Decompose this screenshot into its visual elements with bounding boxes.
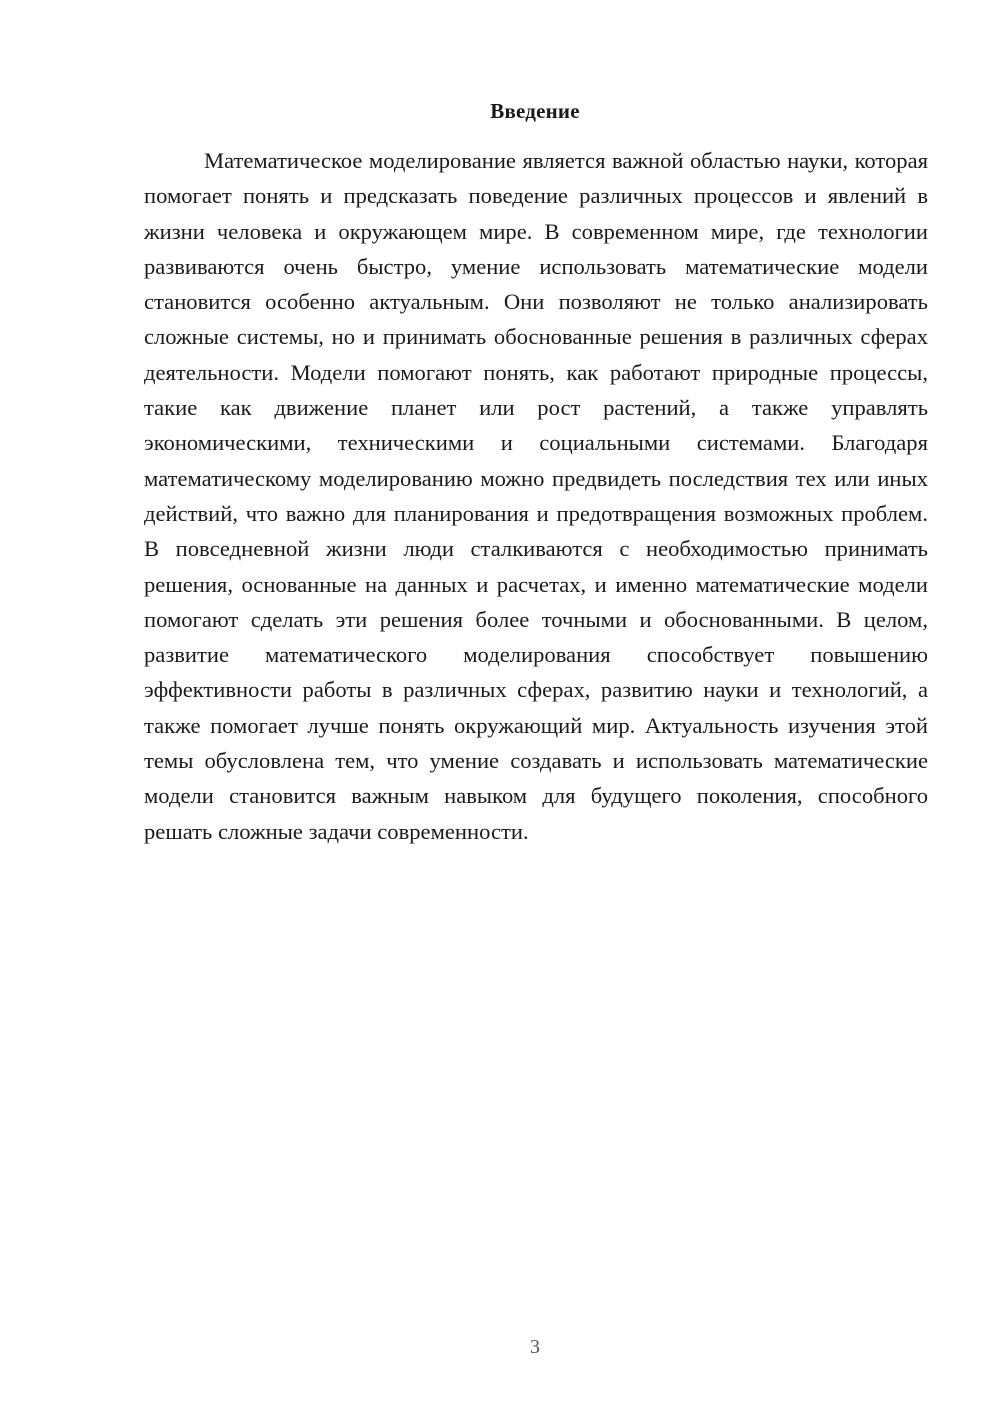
- page-number: 3: [530, 1336, 540, 1358]
- body-paragraph: Математическое моделирование является важной областью науки, которая помогает понять и предсказать поведение различных процессов и явлений в жизни человека и окружающем мире. В современном мире, где технологии развиваются очень быстро, умение использовать математические модели становится особенно актуальным. Они позволяют не только анализировать сложные системы, но и принимать обоснованные решения в различных сферах деятельности. Модели помогают понять, как работают природные процессы, такие как движение планет или рост растений, а также управлять экономическими, техническими и социальными системами. Благодаря математическому моделированию можно предвидеть последствия тех или иных действий, что важно для планирования и предотвращения возможных проблем. В повседневной жизни люди сталкиваются с необходимостью принимать решения, основанные на данных и расчетах, и именно математические модели помогают сделать эти решения более точными и обоснованными. В целом, развитие математического моделирования способствует повышению эффективности работы в различных сферах, развитию науки и технологий, а также помогает лучше понять окружающий мир. Актуальность изучения этой темы обусловлена тем, что умение создавать и использовать математические модели становится важным навыком для будущего поколения, способного решать сложные задачи современности.: [144, 148, 928, 844]
- page-title: Введение: [490, 99, 580, 123]
